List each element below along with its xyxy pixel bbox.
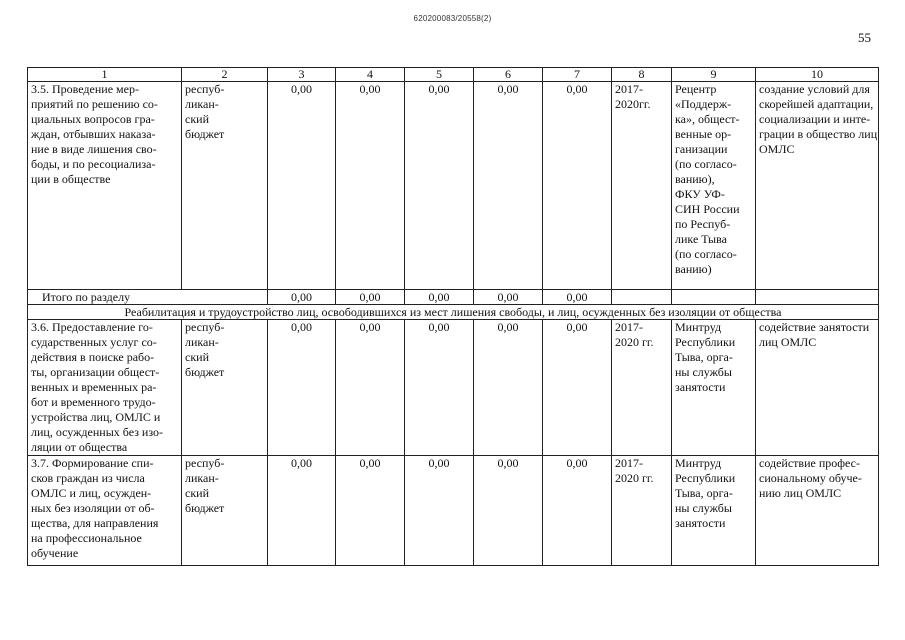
cell-text-line: лиц ОМЛС bbox=[759, 335, 817, 349]
amount-cell: 0,00 bbox=[474, 82, 543, 290]
total-amount-cell: 0,00 bbox=[405, 290, 474, 305]
section-title-row bbox=[28, 305, 879, 320]
cell-text-line: 3.7. Формирование спи- bbox=[31, 456, 154, 470]
cell-text-line: щества, для направления bbox=[31, 516, 159, 530]
amount-cell: 0,00 bbox=[268, 456, 336, 566]
column-header: 3 bbox=[268, 68, 336, 82]
cell-text-line: сиональному обуче- bbox=[759, 471, 862, 485]
measures-table bbox=[27, 67, 879, 566]
cell-text-line: сударственных услуг со- bbox=[31, 335, 157, 349]
cell-text-line: Республики bbox=[675, 471, 736, 485]
empty-cell bbox=[612, 290, 672, 305]
cell-text-line: ты, организации общест- bbox=[31, 365, 160, 379]
cell-text-line: 3.5. Проведение мер- bbox=[31, 82, 139, 96]
cell-text-line: Тыва, орга- bbox=[675, 350, 733, 364]
cell-text-line: лиц, осужденных без изо- bbox=[31, 425, 164, 439]
column-header: 4 bbox=[336, 68, 405, 82]
cell-text-line: действия в поиске рабо- bbox=[31, 350, 155, 364]
cell-text-line: венные ор- bbox=[675, 127, 732, 141]
cell-text-line: лике Тыва bbox=[675, 232, 727, 246]
empty-cell bbox=[672, 290, 756, 305]
cell-text-line: ликан- bbox=[185, 335, 219, 349]
column-header: 7 bbox=[543, 68, 612, 82]
cell-text-line: сков граждан из числа bbox=[31, 471, 145, 485]
column-header: 8 bbox=[612, 68, 672, 82]
total-amount-cell: 0,00 bbox=[336, 290, 405, 305]
cell-text-line: ский bbox=[185, 486, 209, 500]
cell-text-line: ции в обществе bbox=[31, 172, 111, 186]
total-amount-cell: 0,00 bbox=[474, 290, 543, 305]
cell-text-line: СИН России bbox=[675, 202, 740, 216]
cell-text-line: ФКУ УФ- bbox=[675, 187, 725, 201]
period-cell bbox=[612, 320, 672, 456]
funding-source-cell bbox=[182, 456, 268, 566]
cell-text-line: на профессиональное bbox=[31, 531, 142, 545]
table-row-3-5 bbox=[28, 82, 879, 290]
table-row-3-7 bbox=[28, 456, 879, 566]
cell-text-line: ликан- bbox=[185, 471, 219, 485]
column-header: 5 bbox=[405, 68, 474, 82]
measure-name-cell bbox=[28, 82, 182, 290]
document-id: 620200083/20558(2) bbox=[413, 14, 492, 23]
table-row-3-6 bbox=[28, 320, 879, 456]
cell-text-line: респуб- bbox=[185, 456, 225, 470]
cell-text-line: социализации и инте- bbox=[759, 112, 871, 126]
cell-text-line: респуб- bbox=[185, 320, 225, 334]
cell-text-line: 3.6. Предоставление го- bbox=[31, 320, 153, 334]
measure-name-cell bbox=[28, 320, 182, 456]
funding-source-cell bbox=[182, 320, 268, 456]
column-number-row bbox=[28, 68, 879, 82]
cell-text-line: обучение bbox=[31, 546, 79, 560]
total-amount-cell: 0,00 bbox=[543, 290, 612, 305]
cell-text-line: ганизации bbox=[675, 142, 728, 156]
column-header: 1 bbox=[28, 68, 182, 82]
column-header: 6 bbox=[474, 68, 543, 82]
cell-text-line: боды, и по ресоциализа- bbox=[31, 157, 156, 171]
expected-result-cell bbox=[756, 456, 879, 566]
column-header: 2 bbox=[182, 68, 268, 82]
cell-text-line: грации в общество лиц bbox=[759, 127, 878, 141]
amount-cell: 0,00 bbox=[336, 456, 405, 566]
funding-source-cell bbox=[182, 82, 268, 290]
amount-cell: 0,00 bbox=[268, 320, 336, 456]
cell-text-line: ка», общест- bbox=[675, 112, 740, 126]
expected-result-cell bbox=[756, 320, 879, 456]
amount-cell: 0,00 bbox=[336, 82, 405, 290]
cell-text-line: ляции от общества bbox=[31, 440, 128, 454]
total-amount-cell: 0,00 bbox=[268, 290, 336, 305]
amount-cell: 0,00 bbox=[543, 320, 612, 456]
executor-cell bbox=[672, 82, 756, 290]
cell-text-line: занятости bbox=[675, 516, 726, 530]
cell-text-line: ние в виде лишения сво- bbox=[31, 142, 157, 156]
cell-text-line: Республики bbox=[675, 335, 736, 349]
cell-text-line: устройства лиц, ОМЛС и bbox=[31, 410, 161, 424]
cell-text-line: скорейшей адаптации, bbox=[759, 97, 874, 111]
amount-cell: 0,00 bbox=[474, 320, 543, 456]
amount-cell: 0,00 bbox=[474, 456, 543, 566]
cell-text-line: ны службы bbox=[675, 365, 732, 379]
cell-text-line: бюджет bbox=[185, 365, 225, 379]
cell-text-line: ных без изоляции от об- bbox=[31, 501, 155, 515]
cell-text-line: нию лиц ОМЛС bbox=[759, 486, 842, 500]
cell-text-line: ликан- bbox=[185, 97, 219, 111]
period-cell bbox=[612, 82, 672, 290]
cell-text-line: бюджет bbox=[185, 127, 225, 141]
cell-text-line: по Респуб- bbox=[675, 217, 731, 231]
total-label: Итого по разделу bbox=[28, 290, 268, 305]
cell-text-line: (по согласо- bbox=[675, 157, 737, 171]
cell-text-line: занятости bbox=[675, 380, 726, 394]
amount-cell: 0,00 bbox=[405, 82, 474, 290]
period-cell bbox=[612, 456, 672, 566]
cell-text-line: ОМЛС bbox=[759, 142, 795, 156]
executor-cell bbox=[672, 320, 756, 456]
cell-text-line: циальных вопросов гра- bbox=[31, 112, 155, 126]
amount-cell: 0,00 bbox=[336, 320, 405, 456]
cell-text-line: ванию), bbox=[675, 172, 715, 186]
cell-text-line: 2017- bbox=[615, 82, 643, 96]
cell-text-line: 2020гг. bbox=[615, 97, 651, 111]
cell-text-line: Минтруд bbox=[675, 456, 722, 470]
measure-name-cell bbox=[28, 456, 182, 566]
table-row-total bbox=[28, 290, 879, 305]
cell-text-line: 2017- bbox=[615, 320, 643, 334]
cell-text-line: Тыва, орга- bbox=[675, 486, 733, 500]
amount-cell: 0,00 bbox=[405, 456, 474, 566]
cell-text-line: Рецентр bbox=[675, 82, 717, 96]
cell-text-line: содействие профес- bbox=[759, 456, 860, 470]
column-header: 10 bbox=[756, 68, 879, 82]
column-header: 9 bbox=[672, 68, 756, 82]
cell-text-line: ждан, отбывших наказа- bbox=[31, 127, 156, 141]
cell-text-line: респуб- bbox=[185, 82, 225, 96]
amount-cell: 0,00 bbox=[543, 456, 612, 566]
cell-text-line: ванию) bbox=[675, 262, 712, 276]
cell-text-line: бюджет bbox=[185, 501, 225, 515]
cell-text-line: 2017- bbox=[615, 456, 643, 470]
cell-text-line: бот и временного трудо- bbox=[31, 395, 156, 409]
cell-text-line: 2020 гг. bbox=[615, 471, 654, 485]
cell-text-line: ны службы bbox=[675, 501, 732, 515]
cell-text-line: ОМЛС и лиц, осужден- bbox=[31, 486, 152, 500]
cell-text-line: ский bbox=[185, 350, 209, 364]
executor-cell bbox=[672, 456, 756, 566]
cell-text-line: «Поддерж- bbox=[675, 97, 732, 111]
cell-text-line: создание условий для bbox=[759, 82, 870, 96]
expected-result-cell bbox=[756, 82, 879, 290]
cell-text-line: Минтруд bbox=[675, 320, 722, 334]
amount-cell: 0,00 bbox=[543, 82, 612, 290]
cell-text-line: приятий по решению со- bbox=[31, 97, 158, 111]
cell-text-line: 2020 гг. bbox=[615, 335, 654, 349]
empty-cell bbox=[756, 290, 879, 305]
cell-text-line: венных и временных ра- bbox=[31, 380, 157, 394]
cell-text-line: ский bbox=[185, 112, 209, 126]
cell-text-line: (по согласо- bbox=[675, 247, 737, 261]
section-title: Реабилитация и трудоустройство лиц, освободившихся из мест лишения свободы, и лиц, осужденных без изоляции от общества bbox=[28, 305, 879, 320]
cell-text-line: содействие занятости bbox=[759, 320, 870, 334]
amount-cell: 0,00 bbox=[268, 82, 336, 290]
amount-cell: 0,00 bbox=[405, 320, 474, 456]
page-number: 55 bbox=[858, 30, 871, 45]
